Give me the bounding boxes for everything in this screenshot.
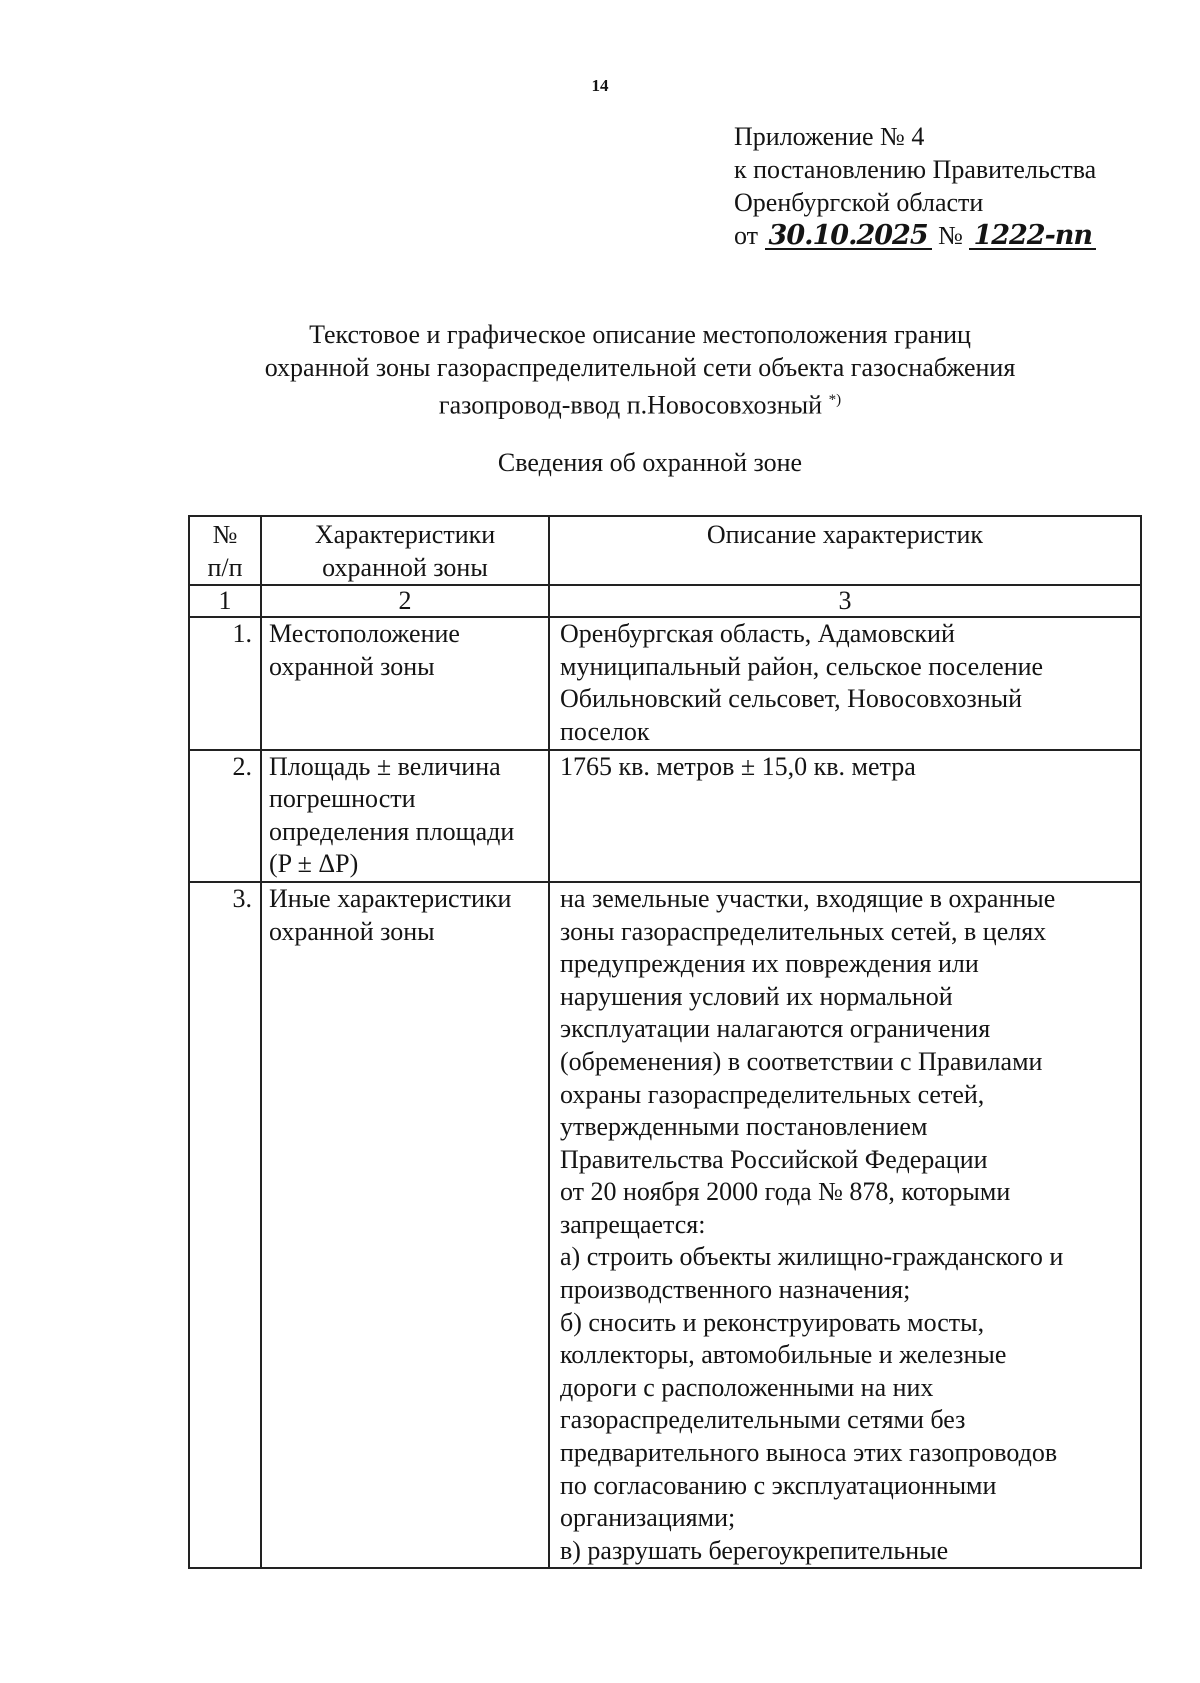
annex-line-3: Оренбургской области [734,188,984,217]
description-line: предварительного выноса этих газопроводов [560,1438,1058,1468]
description-line: от 20 ноября 2000 года № 878, которыми [560,1177,1011,1207]
description-line: на земельные участки, входящие в охранные [560,883,1056,913]
description-line: Оренбургская область, Адамовский [560,619,955,649]
description-line: (обременения) в соответствии с Правилами [560,1046,1043,1076]
table-row [189,617,1141,749]
characteristic-line: Иные характеристики [269,883,512,913]
title-line-2: охранной зоны газораспределительной сети объекта газоснабжения [264,353,1016,382]
description-line: дороги с расположенными на них [560,1372,934,1402]
row-description [549,882,1141,1568]
description-line: запрещается: [560,1209,706,1239]
characteristic-line: охранной зоны [269,651,435,681]
header-characteristics [261,516,549,585]
column-number: 1 [189,585,261,617]
header-char-line-1: Характеристики [314,520,496,549]
description-line: по согласованию с эксплуатационными [560,1470,997,1500]
description-line: коллекторы, автомобильные и железные [560,1340,1007,1370]
description-line: а) строить объекты жилищно-гражданского и [560,1242,1064,1272]
header-num-line-2: п/п [207,552,243,582]
annex-date-line [734,219,1096,252]
zone-info-table [188,515,1142,1569]
row-characteristic [261,882,549,1568]
description-line: производственного назначения; [560,1275,911,1305]
date-prefix: от [734,221,759,250]
column-number: 2 [261,585,549,617]
description-line: охраны газораспределительных сетей, [560,1079,985,1109]
header-num-line-1: № [212,520,238,549]
annex-block [734,120,1096,252]
header-num [189,516,261,585]
annex-line-2: к постановлению Правительства [734,155,1097,184]
row-description [549,750,1141,882]
description-line: 1765 кв. метров ± 15,0 кв. метра [560,751,916,781]
description-line: нарушения условий их нормальной [560,981,953,1011]
row-number: 2. [189,750,261,882]
row-characteristic [261,750,549,882]
title-line-1: Текстовое и графическое описание местоположения границ [309,320,971,349]
handwritten-number: 1222-пп [969,224,1096,250]
column-number-row [189,585,1141,617]
number-prefix: № [938,221,963,250]
characteristic-line: погрешности [269,784,416,814]
characteristic-line: (P ± ΔP) [269,849,359,879]
description-line: муниципальный район, сельское поселение [560,651,1044,681]
description-line: зоны газораспределительных сетей, в целях [560,916,1047,946]
description-line: утвержденными постановлением [560,1112,928,1142]
document-title [160,318,1120,422]
annex-title: Приложение № 4 [734,122,925,151]
characteristic-line: охранной зоны [269,916,435,946]
row-characteristic [261,617,549,749]
description-line: Обильновский сельсовет, Новосовхозный [560,684,1023,714]
description-line: газораспределительными сетями без [560,1405,966,1435]
description-line: организациями; [560,1503,736,1533]
section-subtitle: Сведения об охранной зоне [497,448,803,477]
column-number: 3 [549,585,1141,617]
characteristic-line: определения площади [269,816,515,846]
characteristic-line: Местоположение [269,619,460,649]
table-row [189,882,1141,1568]
row-number: 1. [189,617,261,749]
description-line: Правительства Российской Федерации [560,1144,988,1174]
handwritten-date: 30.10.2025 [765,224,932,250]
row-description [549,617,1141,749]
characteristic-line: Площадь ± величина [269,751,501,781]
title-line-3 [160,384,1120,422]
table-header-row [189,516,1141,585]
footnote-mark: *) [828,392,842,408]
description-line: б) сносить и реконструировать мосты, [560,1307,985,1337]
title-line-3-text: газопровод-ввод п.Новосовхозный [438,390,823,420]
page-number: 14 [591,76,609,95]
table-row [189,750,1141,882]
header-char-line-2: охранной зоны [322,552,488,582]
description-line: предупреждения их повреждения или [560,949,979,979]
row-number: 3. [189,882,261,1568]
description-line: поселок [560,716,650,746]
header-description: Описание характеристик [549,516,1141,585]
description-line: в) разрушать берегоукрепительные [560,1535,949,1565]
description-line: эксплуатации налагаются ограничения [560,1014,991,1044]
